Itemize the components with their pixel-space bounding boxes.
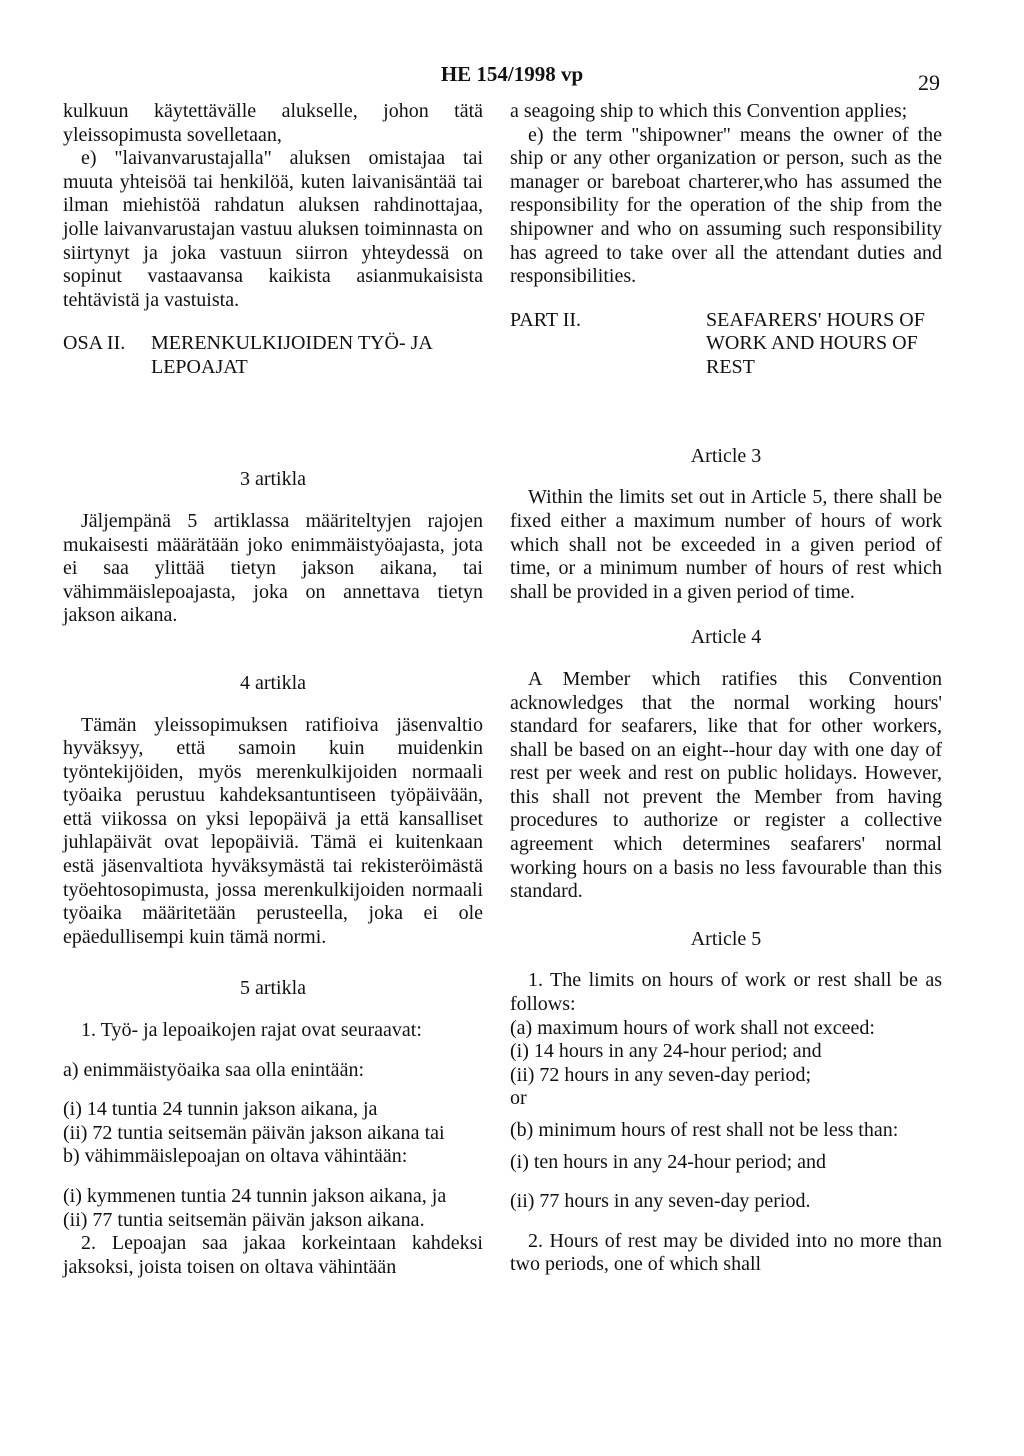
page-header	[0, 62, 1024, 95]
fi-part-heading	[63, 332, 483, 452]
page-number: 29	[918, 70, 940, 95]
english-column	[510, 100, 942, 1277]
fi-definition-e: e) "laivanvarustajalla" aluksen omistajaa tai muuta yhteisöä tai henkilöä, kuten laivanisäntää tai ilman miehistöä rahdatun aluksen rahdinottajaa, jolle laivanvarustajan vastuu aluksen toiminnasta on siirtynyt ja joka vastuun siirron yhteydessä on sopinut vastaavansa kaikista asianmukaisista tehtävistä ja vastuista.	[63, 147, 483, 311]
en-item-or: or	[510, 1087, 527, 1110]
fi-item-a-ii: (ii) 72 tuntia seitsemän päivän jakson aikana tai	[63, 1121, 445, 1144]
en-item-a-ii: (ii) 72 hours in any seven-day period;	[510, 1063, 812, 1086]
en-intro-text: a seagoing ship to which this Convention applies;	[510, 100, 908, 122]
fi-item-b-i: (i) kymmenen tuntia 24 tunnin jakson aikana, ja	[63, 1185, 447, 1207]
en-item-a: (a) maximum hours of work shall not exceed:	[510, 1016, 875, 1039]
en-item-b-ii: (ii) 77 hours in any seven-day period.	[510, 1190, 811, 1213]
fi-article-3-heading: 3 artikla	[239, 468, 307, 491]
fi-part-number: OSA II.	[63, 332, 126, 355]
en-article-4-heading: Article 4	[690, 626, 762, 649]
fi-item-b: b) vähimmäislepoajan on oltava vähintään:	[63, 1145, 408, 1168]
fi-article-4-heading: 4 artikla	[239, 671, 307, 694]
fi-item-a: a) enimmäistyöaika saa olla enintään:	[63, 1058, 364, 1081]
en-item-a-i: (i) 14 hours in any 24-hour period; and	[510, 1040, 822, 1063]
en-article-5-heading: Article 5	[690, 927, 762, 950]
en-part-heading	[510, 309, 942, 429]
fi-article-4-text: Tämän yleissopimuksen ratifioiva jäsenvaltio hyväksyy, että samoin kuin muidenkin työntekijöiden, myös merenkulkijoiden normaali työaika perustuu kahdeksantuntiseen työpäivään, että viikossa on yksi lepopäivä ja että kansalliset juhlapäivät ovat lepopäiviä. Tämä ei kuitenkaan estä jäsenvaltiota hyväksymästä tai rekisteröimästä työehtosopimusta, jossa merenkulkijoiden normaali työaika määritetään perusteella, joka ei ole epäedullisempi kuin tämä normi.	[63, 713, 483, 948]
document-id: HE 154/1998 vp	[440, 62, 584, 86]
finnish-column	[63, 100, 483, 1279]
en-part-title: SEAFARERS' HOURS OF WORK AND HOURS OF REST	[706, 308, 925, 378]
en-paragraph-2: 2. Hours of rest may be divided into no more than two periods, one of which shall	[510, 1229, 942, 1276]
fi-part-title: MERENKULKIJOIDEN TYÖ- JA LEPOAJAT	[151, 332, 432, 378]
en-part-number: PART II.	[510, 308, 582, 331]
en-item-b-i: (i) ten hours in any 24-hour period; and	[510, 1150, 827, 1173]
fi-paragraph-2: 2. Lepoajan saa jakaa korkeintaan kahdeksi jaksoksi, joista toisen on oltava vähintään	[63, 1232, 483, 1278]
fi-article-5-heading: 5 artikla	[239, 977, 307, 1000]
en-item-b: (b) minimum hours of rest shall not be less than:	[510, 1119, 899, 1141]
en-article-4-text: A Member which ratifies this Convention acknowledges that the normal working hours' standard for seafarers, like that for other workers, shall be based on an eight--hour day with one day of rest per week and rest on public holidays. However, this shall not prevent the Member from having procedures to authorize or register a collective agreement which determines seafarers' normal working hours on a basis no less favourable than this standard.	[510, 667, 942, 903]
en-article-3-text: Within the limits set out in Article 5, there shall be fixed either a maximum number of hours of work which shall not be exceeded in a given period of time, or a minimum number of hours of rest which shall be provided in a given period of time.	[510, 486, 942, 603]
en-paragraph-1: 1. The limits on hours of work or rest shall be as follows:	[510, 969, 942, 1016]
fi-item-b-ii: (ii) 77 tuntia seitsemän päivän jakson aikana.	[63, 1208, 425, 1231]
en-definition-e: e) the term "shipowner" means the owner of the ship or any other organization or person, such as the manager or bareboat charterer,who has assumed the responsibility for the operation of the ship from the shipowner and who on assuming such responsibility has agreed to take over all the attendant duties and responsibilities.	[510, 123, 942, 288]
fi-article-3-text: Jäljempänä 5 artiklassa määriteltyjen rajojen mukaisesti määrätään joko enimmäistyöajasta, jota ei saa ylittää tietyn jakson aikana, tai vähimmäislepoajasta, joka on annettava tietyn jakson aikana.	[63, 509, 483, 627]
en-article-3-heading: Article 3	[690, 444, 762, 467]
fi-paragraph-1: 1. Työ- ja lepoaikojen rajat ovat seuraavat:	[81, 1019, 422, 1042]
fi-intro-text: kulkuun käytettävälle alukselle, johon tätä yleissopimusta sovelletaan,	[63, 100, 483, 146]
fi-item-a-i: (i) 14 tuntia 24 tunnin jakson aikana, ja	[63, 1098, 378, 1121]
